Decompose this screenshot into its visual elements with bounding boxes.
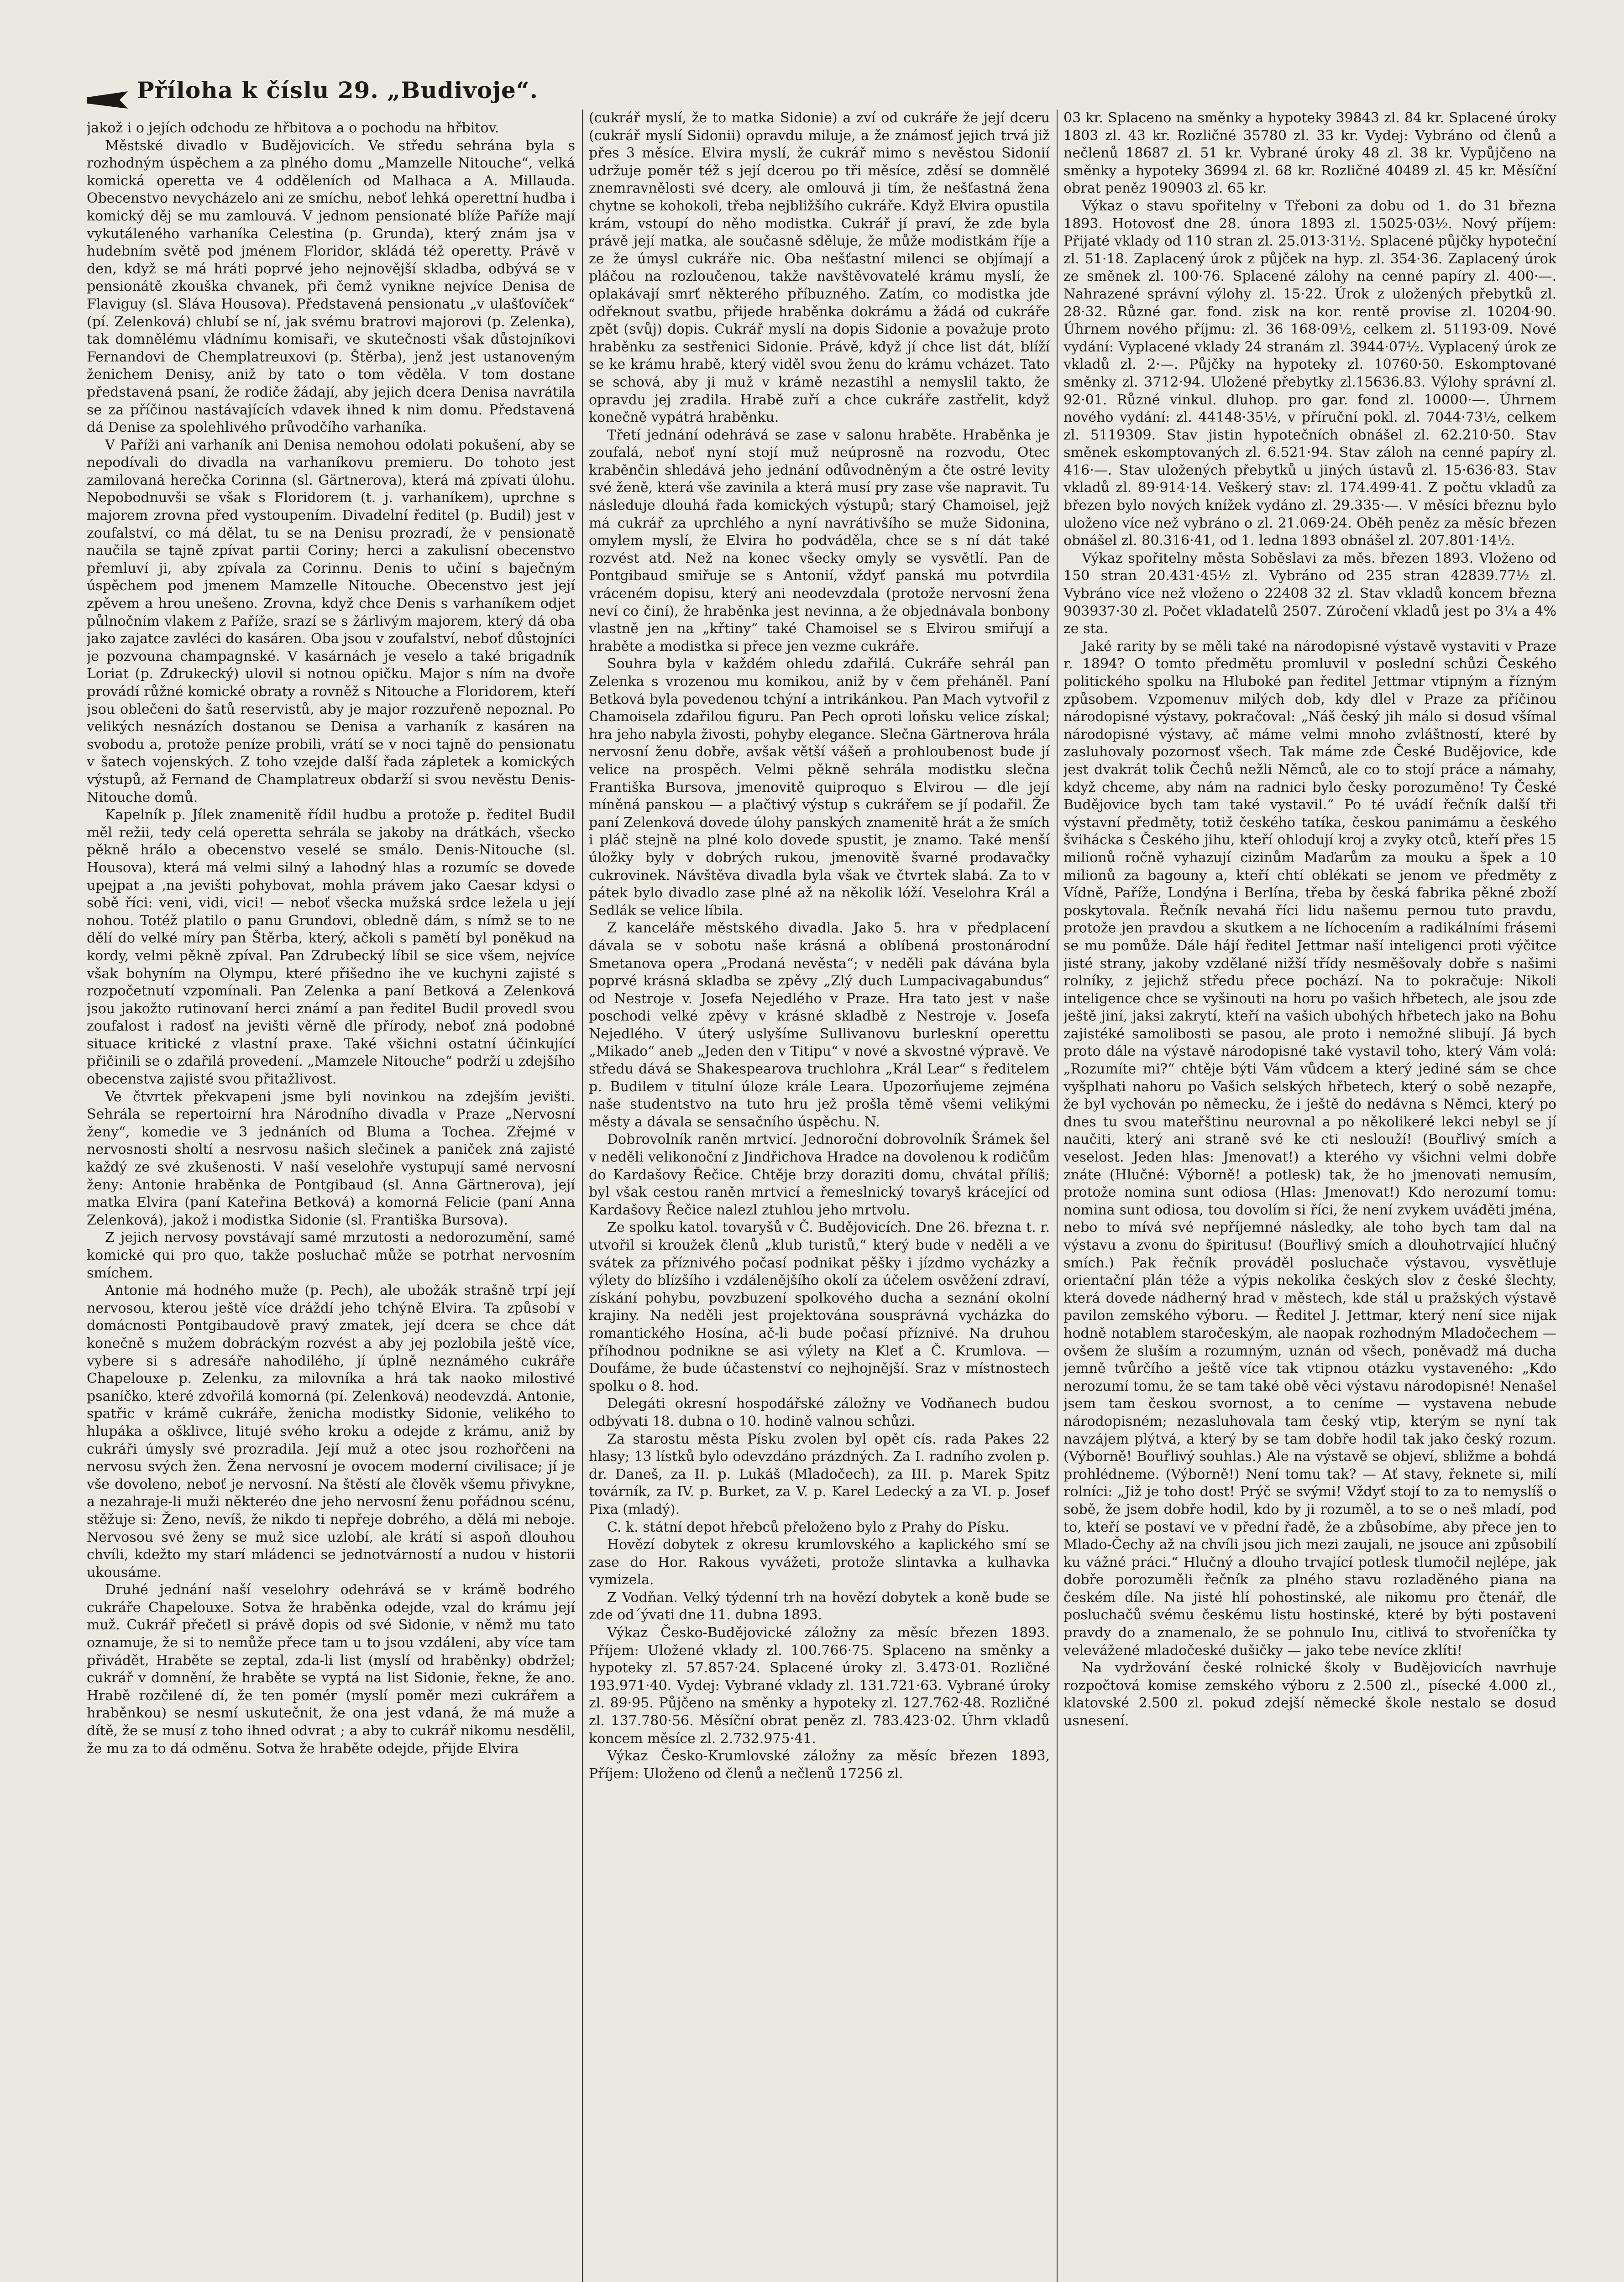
column-divider (1057, 110, 1058, 2282)
paragraph: Výkaz Česko-Budějovické záložny za měsíc březen 1893. Příjem: Uložené vklady zl. 100.766·75. Splaceno na směnky a hypoteky zl. 57.857·24. Splacené úroky zl. 3.473·01. Rozličné 193.971·40. Vydej: Vybrané vklady zl. 131.721·63. Vybrané úroky zl. 89·95. Půjčeno na směnky a hypoteky zl. 127.762·48. Rozličné zl. 137.780·56. Měsíční obrat peněz zl. 783.423·02. Úhrn vkladů koncem měsíce zl. 2.732.975·41. (589, 1625, 1050, 1747)
paragraph: jakož i o jejích odchodu ze hřbitova a o pochodu na hřbitov. (87, 120, 499, 136)
paragraph: Z kanceláře městského divadla. Jako 5. hra v předplacení dávala se v sobotu naše krásná a oblíbená prostonárodní Smetanova opera „Prodaná nevěsta“; v neděli pak dávána byla poprvé krásná skladba se zpěvy „Zlý duch Lumpacivagabundus“ od Nestroje v. Josefa Nejedlého v Praze. Hra tato jest v naše poschodi velké zpěvy v krásné skladbě z Nestroje v. Josefa Nejedlého. V úterý uslyšíme Sullivanovu burleskní operettu „Mikado“ aneb „Jeden den v Titipu“ v nové a skvostné výpravě. Ve středu dává se Shakespearova truchlohra „Král Lear“ s ředitelem p. Budilem v titulní úloze krále Leara. Upozorňujeme zejména naše studentstvo na tuto hru jež prošla těmě všemi velikými městy a dávala se sensačního úspěchu. N. (589, 920, 1050, 1130)
paragraph: Antonie má hodného muže (p. Pech), ale ubožák strašně trpí její nervosou, kterou ještě více dráždí jeho tchýně Elvira. Ta způsobí v domácnosti Pontgibaudově pravý zmatek, její dcera se chce dát konečně s mužem dobráckým rozvést a aby jej pozlobila ještě více, vybere si s adresáře nahodilého, jí úplně neznámého cukráře Chapelouxe p. Zelenku, za milovníka a hrá tak naoko milostivé psaníčko, které zdvořilá komorná (pí. Zelenková) neodevzdá. Antonie, spatřic v krámě cukráře, ženicha modistky Sidonie, velikého to hlupáka a ošklivce, litujé svého kroku a odejde z krámu, aniž by cukráři úmysly své prozradila. Její muž a otec jsou rozhořčeni na nervosu svých žen. Žena nervosní je ovocem moderní civilisace; jí je vše dovoleno, neboť je nervosní. Na štěstí ale člověk všemu přivykne, a nezahraje-li muži některéo dne jeho nervosní ženu pořádnou scénu, stěžuje si: Ženo, nevíš, že nikdo ti nepřeje dobrého, a dělá mi neboje. Nervosou své ženy se muž sice uzlobí, ale krátí si aspoň dlouhou chvíli, kdežto my starí mládenci se jednotvárností a nudou v historii ukousáme. (87, 1282, 575, 1581)
paragraph: 03 kr. Splaceno na směnky a hypoteky 39843 zl. 84 kr. Splacené úroky 1803 zl. 43 kr. Rozličné 35780 zl. 33 kr. Vydej: Vybráno od členů a nečlenů 18687 zl. 51 kr. Vybrané úroky 48 zl. 38 kr. Vypůjčeno na směnky a hypoteky 36994 zl. 68 kr. Rozličné 40489 zl. 45 kr. Měsíční obrat peněz 190903 zl. 65 kr. (1063, 110, 1556, 197)
paragraph: Jaké rarity by se měli také na národopisné výstavě vystaviti v Praze r. 1894? O tomto předmětu promluvil v poslední schůzi Českého politického spolku na Hluboké pan ředitel Jettmar vtipným a řízným způsobem. Vzpomenuv milých dob, kdy dlel v Praze za příčinou národopisné výstavy, pokračoval: „Náš český jih málo si dosud všímal národopisné výstavy, ač máme velmi mnoho zvláštností, které by zasluhovaly pozornosť všech. Tak máme zde České Budějovice, kde jest dvakrát tolik Čechů nežli Němců, ale co to stojí práce a námahy, když chceme, aby nám na radnici bylo česky porozuměno! Ty České Budějovice bych tam také vystavil.“ Po té uvádí řečník další tři výstavní předměty, totiž českého tatíka, českou panimámu a českého švihácka s Českého jihu, kteří ohlodují kroj a zvyky otců, kteří přes 15 milionů ročně vyhazují cizinům Maďarům za mouku a špek a 10 milionů za bagouny a, kteří chtí oblékati se jenom ve předměty z Vídně, Paříže, Londýna i Berlína, třeba by česká fabrika pěkné zboží poskytovala. Řečník nevahá říci lidu našemu pernou tuto pravdu, protože jen pravdou a skutkem a ne líchocením a radikálními frásemi se mu pomůže. Dále hájí ředitel Jettmar naší inteligenci proti výčitce jisté strany, jakoby vzdělané nižší třídy nesměšovaly dobře s našimi rolníky, z jejichž středu přece pochází. Na to pokračuje: Nikoli inteligence chce se vyšinouti na horu po vašich hřbetech, ale jsou zde ještě jiní, jaksi zakrytí, kteří na vašich ubohých hřbetech jako na Bohu zajistéké samolibosti se pasou, ale proto i nemožné slibují. Já bych proto dále na výstavě národopisné také vystavil toho, který Vám volá: „Rozumíte mi?“ chtěje býti Vám vůdcem a který jediné sám se chce vyšplhati nahoru po Vašich selských hřbetech, který o sobě nezapře, že byl vychován po německu, že i ještě do nedávna s Němci, který po dnes tu svou mateřštinu neurovnal a po několikeré lekci nebyl se jí naučiti, který ani straně své ke cti neslouží! (Bouřlivý smích a veselost. Jeden hlas: Jmenovat!) a kterého vy všichni velmi dobře znáte (Hlučné: Výborně! a potlesk) tak, že ho jmenovati nemusím, protože nomina sunt odiosa (Hlas: Jmenovat!) Kdo nerozumí tomu: nomina sunt odiosa, tou dovolím si říci, že není zvykem uváděti jména, nebo to mívá své nepříjemné následky, ale toho bych tam dal na výstavu a zvonu do špiritusu! (Bouřlivý smích a dlouhotrvající hlučný smích.) Pak řečník prováděl posluchače výstavou, vysvětluje orientační plán téže a výpis nekolika českých slov z české šlechty, která dovede nádherný hrad v městech, kde stál u pražských výstavě pavilon zemského výboru. — Ředitel J. Jettmar, který není sice nijak hodně notablem staročeským, ale naopak rozhodným Mladočechem — ovšem že sluším a rozumným, uznán od všech, poněvadž má ducha jemně tvůrčího a ještě více tak vtipnou otázku vystaveného: „Kdo nerozumí tomu, že se tam také obě věci výstavu národopisné! Nenašel jsem tam českou svornost, a to ceníme — vystavena nebude národopisném; nezasluhovala tam český vtip, kterým se nyní tak navzájem plýtvá, a který by se tam dobře hodil tak jako český rozum. (Výborně! Bouřlivý souhlas.) Ale na výstavě se objeví, sbližme a bohdá prohlédneme. (Výborně!) Není tomu tak? — Ať stavy, řeknete si, milí rolníci: „Již je toho dost! Prýč se svými! Vždyť stojí to za to nemyslíš o sobě, že jsem dobře hodil, kdo by ji rozuměl, a to se o neš mladí, pod to, kteří se postaví ve v přední řadě, že a zbůsobíme, aby přece jen to Mlado-Čechy až na chvíli jsou jich mezi zaujali, ne jsouce ani způsobilí ku vážné práci.“ Hlučný a dlouho trvající potlesk tlumočil nejlépe, jak dobře porozuměli řečník za plného stavu rozladěného piana na českém díle. Na jisté hlí pohostinské, ale nikomu pro čtenář, dle posluchačů svému českému listu hostinské, které by býti postaveni pravdy do a znamenalo, že se pohnulo Inu, citlivá to stvořeníčka ty velevážené mladočeské dušičky — jako tebe nevíce zklíti! (1063, 638, 1556, 1659)
paragraph: Městské divadlo v Budějovicích. Ve středu sehrána byla s rozhodným úspěchem a za plného domu „Mamzelle Nitouche“, velká komická operetta ve 4 odděleních od Malhaca a A. Millauda. Obecenstvo nevycházelo ani ze smíchu, neboť lehká operettní hudba i komický děj se mu zamlouvá. V jednom pensionaté blíže Paříže mají vykutáleného varhaníka Celestina (p. Grunda), který znám jsa v hudebním světě pod jménem Floridor, skládá též operetty. Právě v den, když se má hráti poprvé jeho nejnovější skladba, odbývá se v pensionátě zkouška chvanek, při čemž vynikne nejvíce Denisa de Flaviguy (sl. Sláva Housova). Představená pensionatu „v ulašťovíček“ (pí. Zelenková) chlubí se ní, jak svému bratrovi majorovi (p. Zelenka), tak domnělému vládnímu komisaři, ve skutečnosti však důstojníkovi Fernandovi de Chemplatreuxovi (p. Štěrba), jenž jest ustanoveným ženichem Denisy, aniž by tato o tom věděla. V tom dostane představená psaní, že rodiče žádají, aby jejich dcera Denisa navrátila se za příčinou nastávajících vdavek ihned k nim domu. Představená dá Denise za spolehlivého průvodčího varhaníka. (87, 137, 575, 436)
paragraph: Výkaz spořitelny města Soběslavi za měs. březen 1893. Vloženo od 150 stran 20.431·45½ zl. Vybráno od 235 stran 42839.77½ zl. Vybráno více než vloženo o 22408 32 zl. Stav vkladů koncem března 903937·30 zl. Počet vkladatelů 2507. Zúročení vkladů jest po 3¼ a 4% ze sta. (1063, 550, 1556, 637)
page-header: Příloha k číslu 29. „Budivoje“. (137, 77, 539, 104)
paragraph: Za starostu města Písku zvolen byl opět cís. rada Pakes 22 hlasy; 13 lístků bylo odevzdáno prázdných. Za I. radního zvolen p. dr. Daneš, za II. p. Lukáš (Mladočech), za III. p. Marek Spitz továrník, za IV. p. Burket, za V. p. Karel Ledecký a za VI. p. Josef Pixa (mladý). (589, 1431, 1050, 1518)
paragraph: Kapelník p. Jílek znamenitě řídil hudbu a protože p. ředitel Budil měl režii, tedy celá operetta sehrála se jakoby na drátkách, všecko pěkně hrálo a obecenstvo veselé se smálo. Denis-Nitouche (sl. Housova), která má velmi silný a lahodný hlas a rozumíc se dovede upejpat a ‚na jevišti pohybovat, mohla právem jako Caesar kdysi o sobě říci: veni, vidi, vici! — neboť všecka mužská srdce ležela u její nohou. Totéž platilo o panu Grundovi, obledně dám, s nímž se to ne dělí do velké míry pan Štěrba, který, ačkoli s pamětí byl poněkud na kordy, velmi pěkně zpíval. Pan Zdrubecký líbil se sice všem, nejvíce však bohyním na Olympu, které přišedno ihe ve kuchyni zajisté s rozpočetnutí vzpomínali. Pan Zelenka a paní Betková a Zelenková jsou jakožto rutinovaní herci známí a pan ředitel Budil provedl svou zoufalost i radosť na jevišti věrně dle přírody, neboť zná podobné situace kritické z vlastní praxe. Také všichni ostatní účinkující přičinili se o zdařilá provedení. „Mamzele Nitouche“ podrží u zdejšího obecenstva zajisté svou přitažlivost. (87, 807, 575, 1088)
column-1 (87, 120, 575, 2282)
paragraph: Souhra byla v každém ohledu zdařilá. Cukráře sehrál pan Zelenka s vrozenou mu komikou, aniž by v čem přeháněl. Paní Betková byla povedenou tchýní a intrikánkou. Pan Mach vytvořil z Chamoisela zdařilou figuru. Pan Pech oproti loňsku velice získal; hra jeho nabyla živosti, pohyby elegance. Slečna Gärtnerova hrála nervosní ženu dobře, avšak větší vášeň a prohloubenost bude jí velice na prospěch. Velmi pěkně sehrála modistku slečna Františka Bursova, jmenovitě quiproquo s Elvirou — dle její míněná panskou — a plačtivý výstup s cukrářem se jí podařil. Že paní Zelenková dovede úlohy panských znamenitě hrát a že smích i pláč stejně na plné kolo dovede spustit, je znamo. Také menší úložky byly v dobrých rukou, jmenovitě švarné prodavačky cukrovinek. Návštěva divadla byla však ve čtvrtek slabá. Za to v pátek bylo divadlo zase plné až na několik lóží. Veselohra Král a Sedlák se velice líbila. (589, 656, 1050, 919)
paragraph: V Paříži ani varhaník ani Denisa nemohou odolati pokušení, aby se nepodívali do divadla na varhaníkovu premieru. Do tohoto jest zamilovaná herečka Corinna (sl. Gärtnerova), která má zpívati úlohu. Nepobodnuvši se však s Floridorem (t. j. varhaníkem), uprchne s majorem zrovna před vystoupením. Divadelní ředitel (p. Budil) jest v zoufalství, co má dělat, tu se na Denisu prozradí, že v pensionatě naučila se tajně zpívat partii Coriny; herci a zakulisní obecenstvo přemluví ji, aby zpívala za Corinnu. Denis to učiní s baječným úspěchem pod jmenem Mamzelle Nitouche. Obecenstvo jest její zpěvem a hrou unešeno. Zrovna, když chce Denis s varhaníkem odjet půlnočním vlakem z Paříže, srazí se s žárlivým majorem, který dá oba jako zajatce zavléci do kasáren. Oba jsou v zoufalství, neboť důstojníci je pozvouna champagnské. V kasárnách je veselo a také brigadník Loriat (p. Zdrukecký) ulovil si notnou opičku. Major s ním na dvoře provádí růžné komické obraty a rovněž s Nitouche a Floridorem, kteří jsou oblečeni do šatů reservistů, aby je major rozzuřeně nepoznal. Po velikých nesnázích dostanou se Denisa a varhaník z kasáren na svobodu a, protože peníze probili, vrátí se v noci tajně do pensionatu v šatech vojenských. Z toho vzejde další řada zápletek a komických výstupů, až Fernand de Champlatreux obdarží si svou nevěstu Denis-Nitouche domů. (87, 437, 575, 806)
paragraph: Z jejich nervosy povstávají samé mrzutosti a nedorozumění, samé komické qui pro quo, takže posluchač může se potrhat nervosním smíchem. (87, 1230, 575, 1281)
paragraph: Z Vodňan. Velký týdenní trh na hovězí dobytek a koně bude se zde od´ývati dne 11. dubna 1893. (589, 1589, 1050, 1623)
paragraph: Ve čtvrtek překvapeni jsme byli novinkou na zdejším jevišti. Sehrála se repertoirní hra Národního divadla v Praze „Nervosní ženy“, komedie ve 3 jednáních od Bluma a Tochea. Zřejmé v nervosnosti sholtí a nesrvosu našich slečinek a paniček zná zajisté každý ze své zkušenosti. V naší veselohře vystupují samé nervosní ženy: Antonie hraběnka de Pontgibaud (sl. Anna Gärtnerova), její matka Elvira (paní Kateřina Betková) a komorná Felicie (paní Anna Zelenková), jakož i modistka Sidonie (sl. Františka Bursova). (87, 1089, 575, 1228)
paragraph: (cukrář myslí, že to matka Sidonie) a zví od cukráře že její dceru (cukrář myslí Sidonii) opravdu miluje, a že známosť jejich trvá již přes 3 měsíce. Elvira myslí, že cukrář mimo s nevěstou Sidonií udržuje poměr též s její dcerou po tři měsíce, zděsí se domnělé znemravnělosti své dcery, ale omlouvá ji tím, že nešťastná žena chytne se kohokoli, třeba nejbližšího cukráře. Když Elvira opustila krám, vstoupí do něho modistka. Cukrář jí praví, že zde byla právě její matka, ale současně sděluje, že může modistkám říje a ze že úmysl cukráře nic. Oba nešťastní milenci se objímají a pláčou na rozloučenou, takže navštěvovatelé krámu myslí, že oplakávají smrť některého příbuzného. Zatím, co modistka jde odřeknout svatbu, přijede hraběnka dokrámu a žádá od cukráře zpět (svůj) dopis. Cukrář myslí na dopis Sidonie a považuje proto hraběnku za sestřenici Sidonie. Právě, když jí chce list dát, blíží se ke krámu hrabě, který viděl svou ženu do krámu vcházet. Tato se schová, aby ji muž v krámě nezastihl a nemyslil takto, že opravdu jej zradila. Hrabě zuří a chce cukráře zastřelit, když konečně vypátrá hraběnku. (589, 110, 1050, 426)
pointing-hand-ornament-icon (87, 91, 128, 109)
column-2 (589, 110, 1050, 2282)
column-3 (1063, 110, 1556, 2282)
paragraph: Delegáti okresní hospodářské záložny ve Vodňanech budou odbývati 18. dubna o 10. hodině valnou schůzi. (589, 1396, 1050, 1429)
paragraph: Ze spolku katol. tovaryšů v Č. Budějovicích. Dne 26. března t. r. utvořil si kroužek členů „klub turistů,“ který bude v neděli a ve svátek za příznivého počasí podnikat pěšky i jízdmo vycházky a výlety do blízšího i vzdálenějšího okolí za účelem osvěžení zdraví, získání pohybu, povzbuzení spolkového ducha a seznání okolní krajiny. Na neděli jest projektována sousprávná vycházka do romantického Hosína, ač-li bude počasí příznivé. Na druhou příhodnou podnikne se asi výlety na Kleť a Č. Krumlova. — Doufáme, že bude účastenství co nejhojnější. Sraz v místnostech spolku o 8. hod. (589, 1220, 1050, 1394)
paragraph: C. k. státní depot hřebců přeloženo bylo z Prahy do Písku. (607, 1519, 1010, 1535)
paragraph: Výkaz o stavu spořitelny v Třeboni za dobu od 1. do 31 března 1893. Hotovosť dne 28. února 1893 zl. 15025·03½. Nový příjem: Přijaté vklady od 110 stran zl. 25.013·31½. Splacené půjčky hypoteční zl. 51·18. Zaplacený úrok z půjček na hyp. zl. 354·36. Zaplacený úrok ze směnek zl. 100·76. Splacené zálohy na cenné papíry zl. 400·—. Nahrazené správní výlohy zl. 15·22. Úrok z uložených přebytků zl. 28·32. Různé gar. fond. zisk na kor. rentě provise zl. 10204·90. Úhrnem nového příjmu: zl. 36 168·09½, celkem zl. 51193·09. Nové vydání: Vyplacené vklady 24 stranám zl. 3944·07½. Vyplacený úrok ze vkladů zl. 2·—. Půjčky na hypoteky zl. 10760·50. Eskomptované směnky zl. 3712·94. Uložené přebytky zl.15636.83. Výlohy správní zl. 92·01. Různé vinkul. dluhop. pro gar. fond zl. 10000·—. Úhrnem nového vydání: zl. 44148·35½, v příruční pokl. zl. 7044·73½, celkem zl. 5119309. Stav jistin hypotečních obnášel zl. 62.210·50. Stav směnek eskomptovaných zl. 6.521·94. Stav záloh na cenné papíry zl. 416·—. Stav uložených přebytků u jiných ústavů zl. 15·636·83. Stav vkladů zl. 89·914·14. Veškerý stav: zl. 174.499·41. Z počtu vkladů za březen bylo nových knížek vydáno zl. 29.335·—. V měsíci březnu bylo uloženo více než vybráno o zl. 21.069·24. Oběh peněz za měsíc březen obnášel zl. 80.316·41, od 1. ledna 1893 obnášel zl. 207.801·14½. (1063, 198, 1556, 549)
paragraph: Dobrovolník raněn mrtvicí. Jednoroční dobrovolník Šrámek šel v neděli velikonoční z Jindřichova Hradce na dovolenou k rodičům do Kardašovy Řečice. Chtěje brzy doraziti domu, chvátal příliš; byl však cestou raněn mrtvicí a řemeslnický tovaryš krácející od Kardašovy Řečice nalezl ztuhlou jeho mrtvolu. (589, 1131, 1050, 1218)
paragraph: Na vydržování české rolnické školy v Budějovicích navrhuje rozpočtová komise zemského výboru z 2.500 zl., písecké 4.000 zl., klatovské 2.500 zl. pokud zdejší německé škole nestalo se dosud usnesení. (1063, 1660, 1556, 1729)
paragraph: Třetí jednání odehrává se zase v salonu hraběte. Hraběnka je zoufalá, neboť nyní stojí muž neúprosně na rozvodu, Otec kraběnčin shledává jeho jednání odůvodněným a čte ostré levity své ženě, která vše zavinila a která musí pry zase vše napravit. Tu následuje dlouhá řada komických výstupů; starý Chamoisel, jejž má cukrář za uprchlého a nyní navrátivšího se muže Sidonina, omylem myslí, že Elvira ho podváděla, chce se s ní dát také rozvést atd. Než na konec všecky omyly se vysvětlí. Pan de Pontgibaud smiřuje se s Antonií, vždyť panská mu potvrdila vráceném dopisu, který ani neodevzdala (protože nervosní žena neví co činí), že hraběnka jest nevinna, a že objednávala bonbony vlastně jen na „křtiny“ také Chamoisel se s Elvirou smiřují a hraběte a modistka si přece jen vezme cukráře. (589, 427, 1050, 654)
paragraph: Výkaz Česko-Krumlovské záložny za měsíc březen 1893, Příjem: Uloženo od členů a nečlenů 17256 zl. (589, 1748, 1050, 1782)
paragraph: Druhé jednání naší veselohry odehrává se v krámě bodrého cukráře Chapelouxe. Sotva že hraběnka odejde, vzal do krámu její muž. Cukrář přečetl si právě dopis od své Sidonie, v němž mu tato oznamuje, že si to nemůže přece tam u to jsou vzdáleni, aby více tam přivádět, Hraběte se zeptal, zda-li list (myslí od hraběnky) obdržel; cukrář v domnění, že hraběte se vyptá na list Sidonie, řekne, že ano. Hrabě rozčilené dí, že ten pomér (myslí poměr mezi cukrářem a hraběnkou) se nesmí uskutečnit, že ona jest vdaná, že má muže a dítě, že se musí z toho ihned odvrat ; a aby to cukrář nikomu nesdělil, že mu za to dá odměnu. Sotva že hraběte odejde, přijde Elvira (87, 1582, 575, 1757)
paragraph: Hovězí dobytek z okresu krumlovského a kaplického smí se zase do Hor. Rakous vyvážeti, protože slintavka a kulhavka vymizela. (589, 1537, 1050, 1588)
column-divider (582, 110, 583, 2282)
